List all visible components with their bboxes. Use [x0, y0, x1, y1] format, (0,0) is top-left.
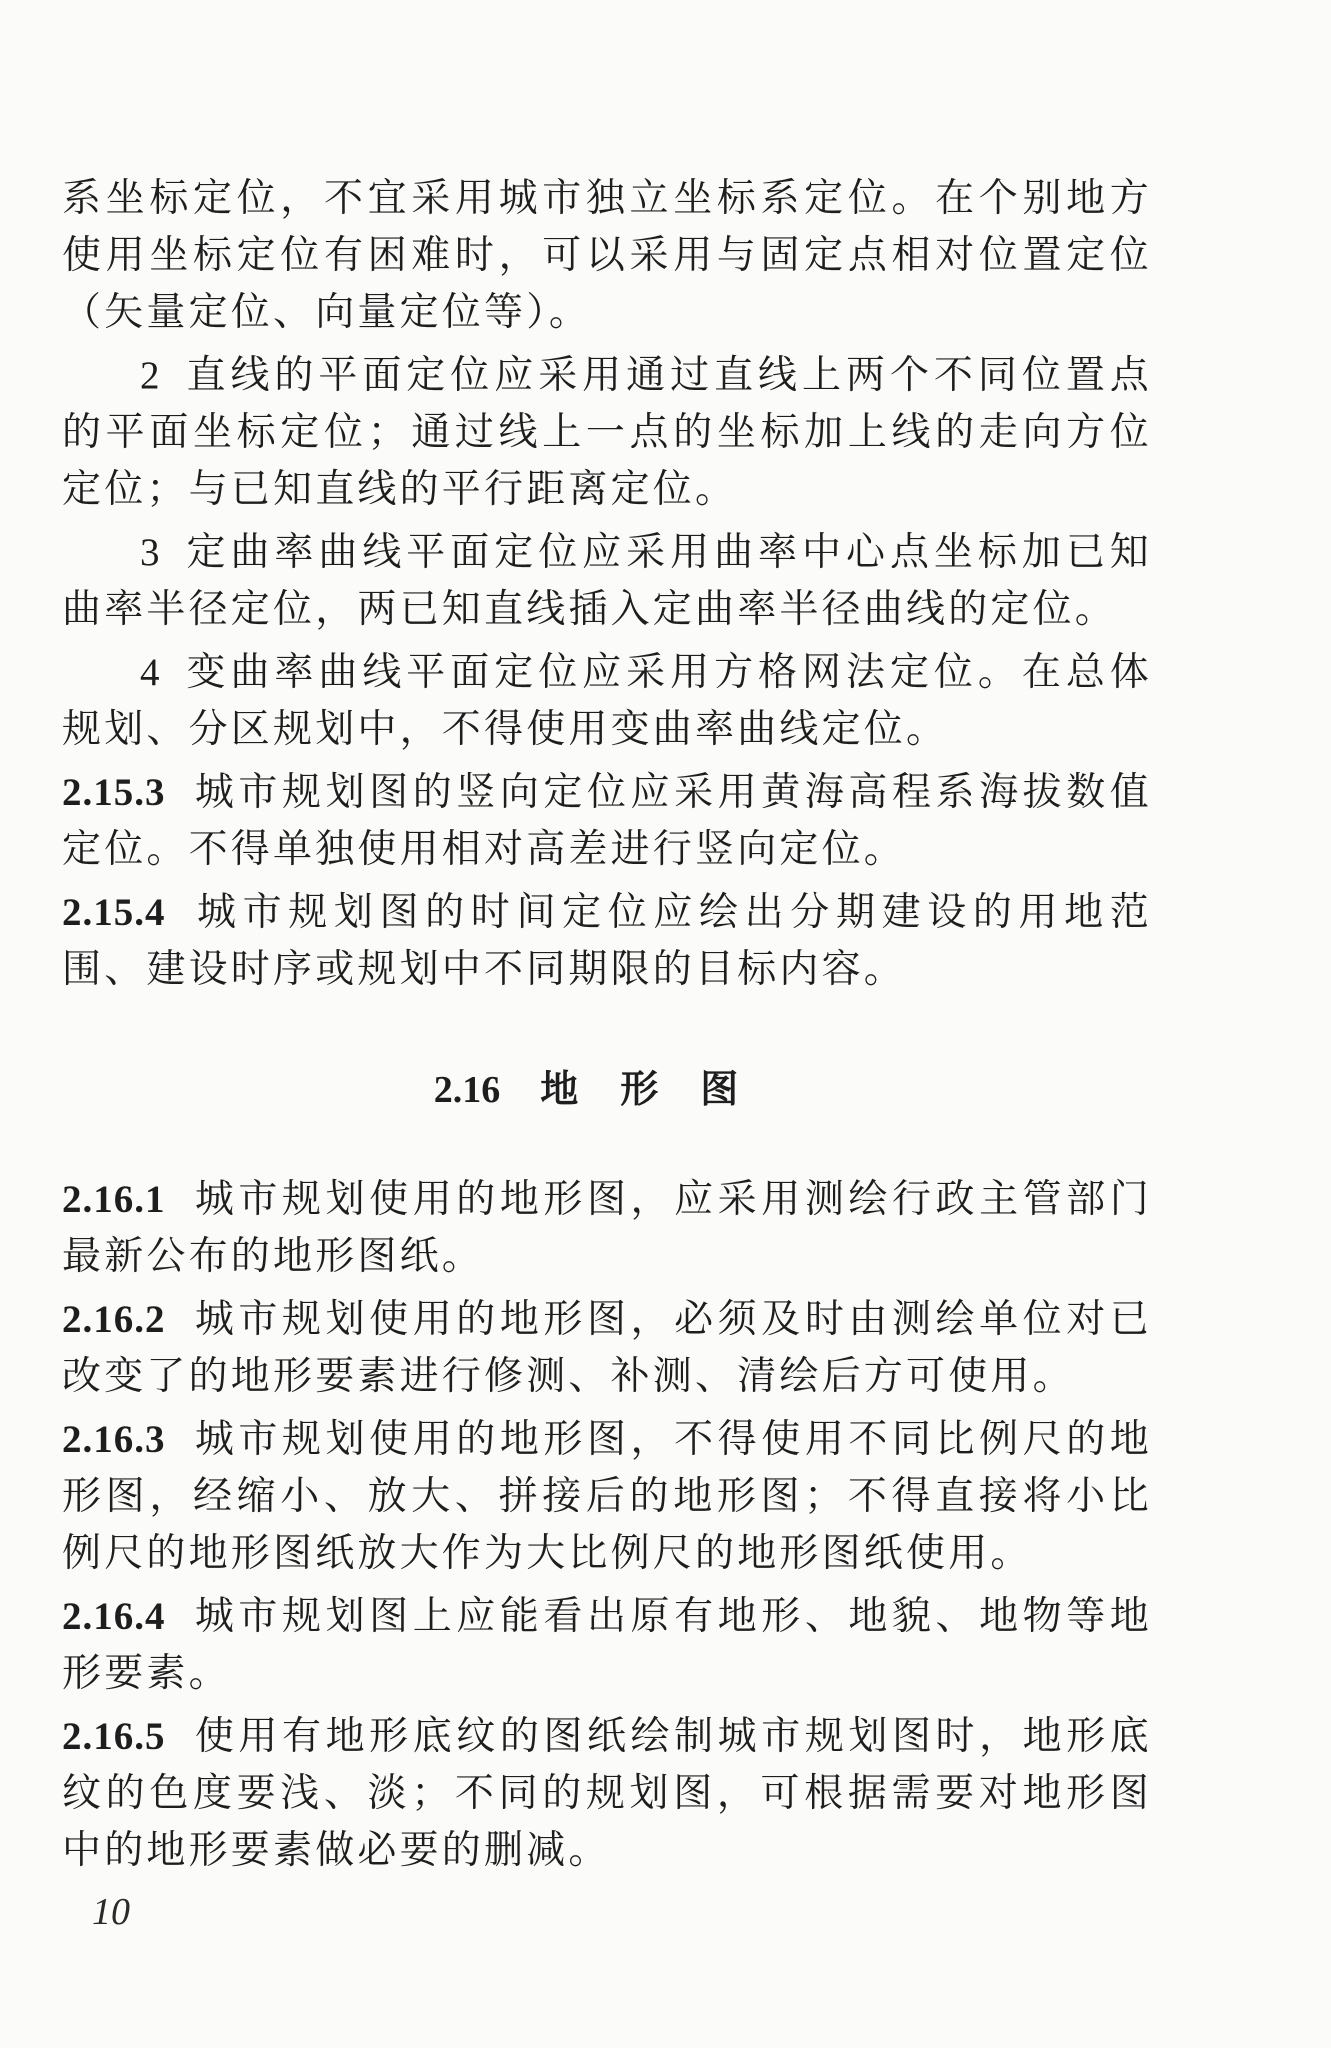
clause-text: 城市规划图上应能看出原有地形、地貌、地物等地形要素。: [62, 1594, 1152, 1696]
clause: [62, 1588, 1152, 1702]
item-number: 2: [140, 354, 163, 397]
clause-text: 城市规划使用的地形图，应采用测绘行政主管部门最新公布的地形图纸。: [62, 1177, 1152, 1279]
clause: [62, 1411, 1152, 1582]
clause-text: 城市规划使用的地形图，不得使用不同比例尺的地形图，经缩小、放大、拼接后的地形图；不得直接将小比例尺的地形图纸放大作为大比例尺的地形图纸使用。: [62, 1417, 1152, 1576]
clause-text: 城市规划使用的地形图，必须及时由测绘单位对已改变了的地形要素进行修测、补测、清绘后方可使用。: [62, 1297, 1152, 1399]
item-number: 3: [140, 531, 163, 574]
section-number: 2.16: [433, 1069, 501, 1111]
item-text: 直线的平面定位应采用通过直线上两个不同位置点的平面坐标定位；通过线上一点的坐标加上线的走向方位定位；与已知直线的平行距离定位。: [62, 353, 1152, 512]
paragraph-continuation: [62, 170, 1152, 341]
clause-text: 城市规划图的竖向定位应采用黄海高程系海拔数值定位。不得单独使用相对高差进行竖向定位。: [62, 770, 1152, 872]
clause: [62, 1708, 1152, 1879]
clause-number: 2.16.3: [62, 1418, 166, 1461]
item-number: 4: [140, 651, 163, 694]
paragraph-text: 系坐标定位，不宜采用城市独立坐标系定位。在个别地方使用坐标定位有困难时，可以采用与固定点相对位置定位（矢量定位、向量定位等）。: [62, 176, 1152, 335]
section-heading: [62, 1060, 1152, 1119]
list-item: [62, 347, 1152, 518]
section-title: 地形图: [540, 1066, 781, 1111]
clause-text: 使用有地形底纹的图纸绘制城市规划图时，地形底纹的色度要浅、淡；不同的规划图，可根据需要对地形图中的地形要素做必要的删减。: [62, 1714, 1152, 1873]
page-number: 10: [92, 1891, 130, 1933]
clause-number: 2.16.1: [62, 1178, 166, 1221]
page-body: [62, 170, 1152, 1885]
clause: [62, 1171, 1152, 1285]
clause-number: 2.15.4: [62, 891, 166, 934]
clause: [62, 764, 1152, 878]
item-text: 定曲率曲线平面定位应采用曲率中心点坐标加已知曲率半径定位，两已知直线插入定曲率半径曲线的定位。: [62, 530, 1152, 632]
clause-number: 2.15.3: [62, 771, 166, 814]
clause-text: 城市规划图的时间定位应绘出分期建设的用地范围、建设时序或规划中不同期限的目标内容。: [62, 890, 1152, 992]
clause: [62, 884, 1152, 998]
clause-number: 2.16.4: [62, 1595, 166, 1638]
clause: [62, 1291, 1152, 1405]
clause-number: 2.16.5: [62, 1715, 166, 1758]
item-text: 变曲率曲线平面定位应采用方格网法定位。在总体规划、分区规划中，不得使用变曲率曲线定位。: [62, 650, 1152, 752]
clause-number: 2.16.2: [62, 1298, 166, 1341]
list-item: [62, 644, 1152, 758]
list-item: [62, 524, 1152, 638]
